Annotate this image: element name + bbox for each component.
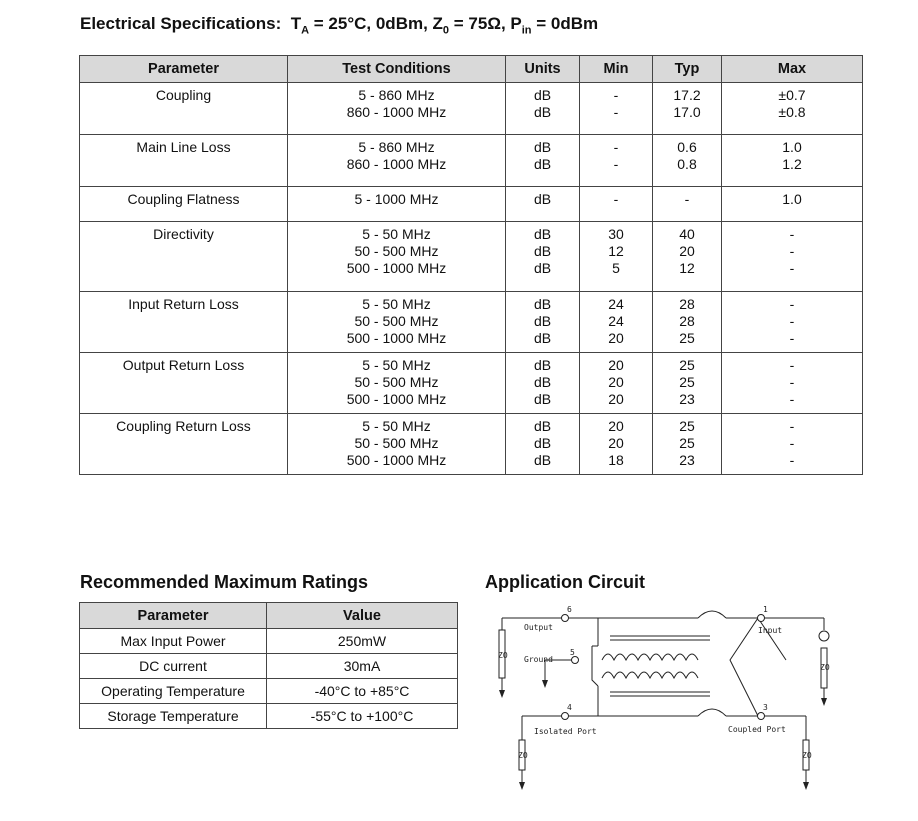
table-row (80, 414, 863, 475)
cell-value: 20 (608, 418, 624, 434)
spec-min (580, 353, 653, 414)
cell-value: 5 - 50 MHz (362, 418, 431, 434)
spec-max (722, 83, 863, 135)
spec-max (722, 414, 863, 475)
spec-conditions (288, 414, 506, 475)
cell-value: 5 - 50 MHz (362, 296, 431, 312)
label-coupled-port: Coupled Port (728, 725, 786, 734)
cell-value: 500 - 1000 MHz (346, 260, 447, 276)
table-row (80, 187, 863, 222)
spec-min (580, 222, 653, 292)
parameter-label: Coupling Return Loss (116, 418, 251, 434)
arrow-down-icon (821, 698, 827, 706)
zo-label: ZO (518, 751, 528, 760)
cell-value: 12 (679, 260, 695, 276)
cell-value: ±0.7 (778, 87, 806, 103)
cell-value: 5 - 50 MHz (362, 357, 431, 373)
table-row (80, 222, 863, 292)
cell-value: 40 (679, 226, 695, 242)
cell-value: - (789, 391, 795, 407)
spec-parameter (80, 187, 288, 222)
col-header: Parameter (80, 56, 288, 83)
arrow-down-icon (803, 782, 809, 790)
cell-value: 17.0 (673, 104, 701, 120)
spec-max (722, 222, 863, 292)
cell-value: dB (533, 243, 552, 259)
table-row (80, 135, 863, 187)
spec-conditions (288, 83, 506, 135)
cell-value: dB (533, 87, 552, 103)
spec-typ (653, 222, 722, 292)
rating-value: 250mW (267, 629, 458, 654)
cell-value: - (789, 313, 795, 329)
col-header: Value (267, 603, 458, 629)
cell-value: 12 (608, 243, 624, 259)
table-row (80, 353, 863, 414)
cell-value: dB (533, 104, 552, 120)
cell-value: 1.0 (782, 139, 802, 155)
spec-units (506, 414, 580, 475)
spec-min (580, 187, 653, 222)
col-header: Typ (653, 56, 722, 83)
cell-value: - (613, 191, 619, 207)
cell-value: - (789, 296, 795, 312)
signal-source-icon (819, 631, 829, 641)
table-row (80, 654, 458, 679)
cell-value: 20 (608, 391, 624, 407)
cell-value: 25 (679, 418, 695, 434)
spec-units (506, 222, 580, 292)
cell-value: 50 - 500 MHz (354, 374, 439, 390)
cell-value: 0.8 (677, 156, 697, 172)
rating-value: -55°C to +100°C (267, 704, 458, 729)
spec-parameter (80, 414, 288, 475)
cell-value: 24 (608, 313, 624, 329)
spec-conditions (288, 353, 506, 414)
col-header: Parameter (80, 603, 267, 629)
spec-units (506, 292, 580, 353)
cell-value: - (613, 104, 619, 120)
cell-value: 20 (608, 357, 624, 373)
rating-parameter: Max Input Power (80, 629, 267, 654)
spec-conditions (288, 292, 506, 353)
table-row (80, 629, 458, 654)
cell-value: - (789, 330, 795, 346)
cell-value: 24 (608, 296, 624, 312)
cell-value: 23 (679, 452, 695, 468)
spec-units (506, 353, 580, 414)
spec-parameter (80, 353, 288, 414)
spec-title: Electrical Specifications: $T_A = 25^\circ C$, 0dBm, $Z_0 = 75\Omega$, $P_{in} = 0dBm$ (80, 14, 599, 37)
spec-units (506, 135, 580, 187)
cell-value: - (789, 435, 795, 451)
spec-conditions (288, 187, 506, 222)
cell-value: dB (533, 296, 552, 312)
cell-value: 860 - 1000 MHz (346, 104, 447, 120)
cell-value: dB (533, 313, 552, 329)
cell-value: dB (533, 260, 552, 276)
cell-value: - (613, 87, 619, 103)
cell-value: dB (533, 139, 552, 155)
cell-value: 500 - 1000 MHz (346, 452, 447, 468)
cell-value: - (684, 191, 690, 207)
spec-typ (653, 135, 722, 187)
col-header: Units (506, 56, 580, 83)
electrical-spec-table (79, 55, 863, 475)
spec-max (722, 135, 863, 187)
zo-label: ZO (498, 651, 508, 660)
parameter-label: Coupling (155, 87, 212, 103)
cell-value: 18 (608, 452, 624, 468)
cell-value: 5 - 860 MHz (358, 87, 435, 103)
zo-label: ZO (820, 663, 830, 672)
label-output: Output (524, 623, 553, 632)
arrow-down-icon (499, 690, 505, 698)
parameter-label: Main Line Loss (136, 139, 231, 155)
label-isolated-port: Isolated Port (534, 727, 597, 736)
cell-value: - (789, 260, 795, 276)
rating-parameter: Operating Temperature (80, 679, 267, 704)
spec-conditions (288, 135, 506, 187)
cell-value: dB (533, 374, 552, 390)
spec-parameter (80, 83, 288, 135)
cell-value: 50 - 500 MHz (354, 435, 439, 451)
cell-value: 20 (679, 243, 695, 259)
ratings-title: Recommended Maximum Ratings (80, 572, 369, 592)
ratings-table (79, 602, 458, 729)
spec-parameter (80, 292, 288, 353)
spec-units (506, 83, 580, 135)
table-row (80, 83, 863, 135)
pin-label: 4 (567, 703, 572, 712)
spec-max (722, 292, 863, 353)
pin-label: 1 (763, 605, 768, 614)
cell-value: 28 (679, 296, 695, 312)
cell-value: dB (533, 435, 552, 451)
cell-value: 0.6 (677, 139, 697, 155)
pin-label: 3 (763, 703, 768, 712)
arrow-down-icon (542, 680, 548, 688)
label-input: Input (758, 626, 783, 635)
cell-value: - (789, 357, 795, 373)
cell-value: 30 (608, 226, 624, 242)
cell-value: 500 - 1000 MHz (346, 330, 447, 346)
spec-units (506, 187, 580, 222)
rating-value: -40°C to +85°C (267, 679, 458, 704)
table-row (80, 704, 458, 729)
spec-max (722, 353, 863, 414)
cell-value: dB (533, 191, 552, 207)
cell-value: ±0.8 (778, 104, 806, 120)
spec-typ (653, 187, 722, 222)
col-header: Min (580, 56, 653, 83)
cell-value: 500 - 1000 MHz (346, 391, 447, 407)
parameter-label: Input Return Loss (128, 296, 239, 312)
zo-label: ZO (802, 751, 812, 760)
cell-value: dB (533, 330, 552, 346)
col-header: Max (722, 56, 863, 83)
cell-value: 5 (612, 260, 620, 276)
spec-min (580, 414, 653, 475)
cell-value: dB (533, 391, 552, 407)
cell-value: dB (533, 156, 552, 172)
cell-value: dB (533, 357, 552, 373)
cell-value: - (789, 418, 795, 434)
cell-value: 20 (608, 435, 624, 451)
cell-value: 1.0 (782, 191, 802, 207)
cell-value: 5 - 50 MHz (362, 226, 431, 242)
application-circuit-diagram (490, 600, 835, 800)
parameter-label: Directivity (153, 226, 214, 242)
arrow-down-icon (519, 782, 525, 790)
cell-value: dB (533, 452, 552, 468)
cell-value: dB (533, 226, 552, 242)
cell-value: 25 (679, 435, 695, 451)
parameter-label: Coupling Flatness (127, 191, 240, 207)
parameter-label: Output Return Loss (122, 357, 245, 373)
rating-parameter: DC current (80, 654, 267, 679)
label-ground: Ground (524, 655, 553, 664)
cell-value: 20 (608, 330, 624, 346)
cell-value: 25 (679, 357, 695, 373)
cell-value: - (789, 452, 795, 468)
spec-typ (653, 353, 722, 414)
cell-value: 50 - 500 MHz (354, 243, 439, 259)
rating-value: 30mA (267, 654, 458, 679)
cell-value: 1.2 (782, 156, 802, 172)
pin-label: 6 (567, 605, 572, 614)
cell-value: - (613, 156, 619, 172)
cell-value: 25 (679, 330, 695, 346)
cell-value: 860 - 1000 MHz (346, 156, 447, 172)
spec-parameter (80, 135, 288, 187)
spec-min (580, 292, 653, 353)
cell-value: 25 (679, 374, 695, 390)
ratings-header-row (80, 603, 458, 629)
cell-value: 50 - 500 MHz (354, 313, 439, 329)
spec-max (722, 187, 863, 222)
cell-value: 23 (679, 391, 695, 407)
col-header: Test Conditions (288, 56, 506, 83)
cell-value: dB (533, 418, 552, 434)
spec-min (580, 135, 653, 187)
cell-value: 5 - 1000 MHz (354, 191, 439, 207)
cell-value: - (613, 139, 619, 155)
cell-value: - (789, 226, 795, 242)
table-row (80, 292, 863, 353)
spec-typ (653, 292, 722, 353)
spec-typ (653, 83, 722, 135)
table-row (80, 679, 458, 704)
spec-typ (653, 414, 722, 475)
pin-label: 5 (570, 648, 575, 657)
spec-min (580, 83, 653, 135)
rating-parameter: Storage Temperature (80, 704, 267, 729)
spec-conditions (288, 222, 506, 292)
spec-parameter (80, 222, 288, 292)
cell-value: - (789, 374, 795, 390)
cell-value: 20 (608, 374, 624, 390)
cell-value: 28 (679, 313, 695, 329)
circuit-title: Application Circuit (485, 572, 646, 592)
spec-header-row (80, 56, 863, 83)
cell-value: 5 - 860 MHz (358, 139, 435, 155)
cell-value: - (789, 243, 795, 259)
cell-value: 17.2 (673, 87, 701, 103)
